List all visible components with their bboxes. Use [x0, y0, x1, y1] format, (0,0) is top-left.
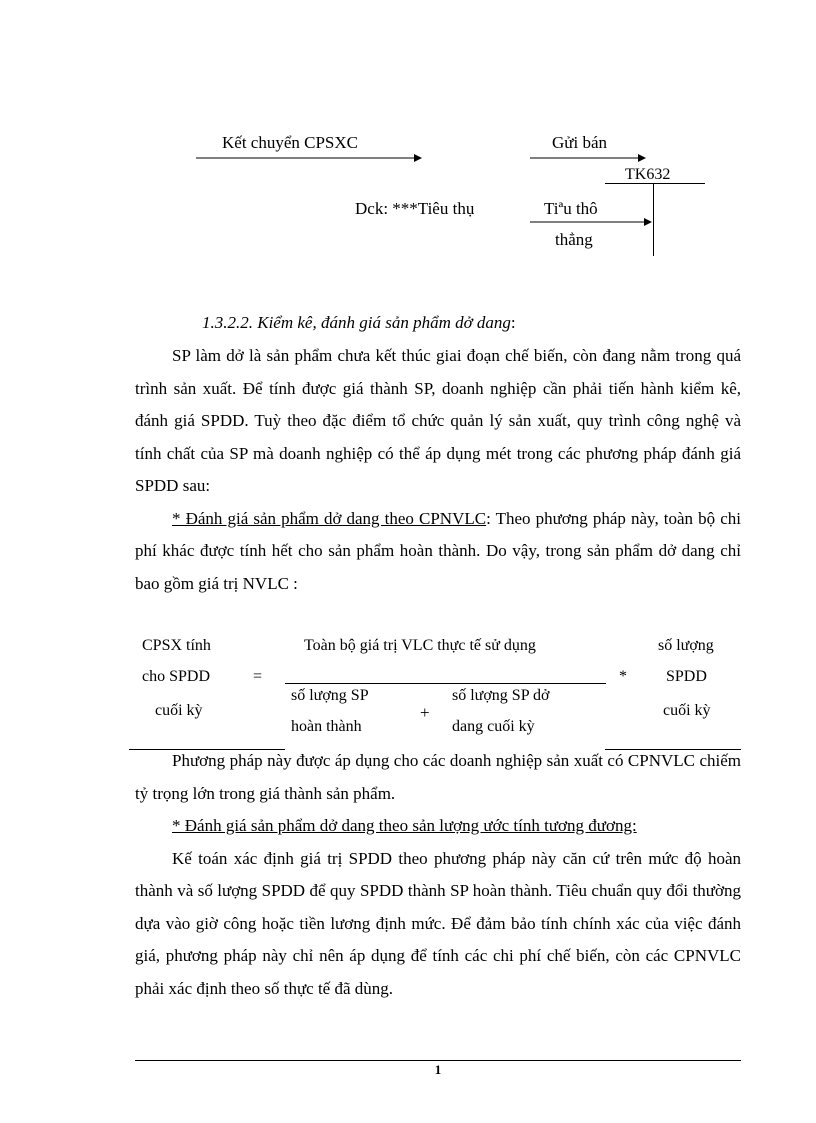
formula-lhs-line3: cuối kỳ [155, 702, 203, 719]
formula-equals: = [253, 668, 263, 685]
formula-denom-a-line1: số lượng SP [291, 687, 369, 704]
paragraph-spdd [135, 340, 741, 503]
formula-rhs-line3: cuối kỳ [663, 702, 711, 719]
paragraph-intro [135, 340, 741, 600]
paragraph-method2-text: Kế toán xác định giá trị SPDD theo phương pháp này căn cứ trên mức độ hoàn thành và số lượng SPDD để quy SPDD thành SP hoàn thành. Tiêu chuẩn quy đổi thường dựa vào giờ công hoặc tiền lương định mức. Để đảm bảo tính chính xác của việc đánh giá, phương pháp này chỉ nên áp dụng để tính các chi phí chế biến, còn các CPNVLC phải xác định theo số thực tế đã dùng. [135, 848, 741, 998]
arrow-ket-chuyen [196, 152, 424, 164]
page-number: 1 [434, 1062, 442, 1077]
label-gui-ban: Gửi bán [552, 133, 608, 152]
method2-title: * Đánh giá sản phẩm dở dang theo sản lượng ước tính tương đương: [172, 816, 637, 835]
formula-plus: + [420, 703, 430, 722]
section-heading-text: 1.3.2.2. Kiểm kê, đánh giá sản phẩm dở dang [202, 313, 511, 332]
formula-denom-b-line1: số lượng SP dở [452, 687, 550, 704]
paragraph-applied-text: Phương pháp này được áp dụng cho các doanh nghiệp sản xuất có CPNVLC chiếm tỷ trọng lớn trong giá thành sản phẩm. [135, 751, 741, 803]
formula-lhs-line1: CPSX tính [142, 637, 211, 654]
formula-denom-a-line2: hoàn thành [291, 718, 362, 735]
formula-times: * [619, 668, 627, 685]
footer-rule [135, 1060, 741, 1061]
paragraph-method1 [135, 503, 741, 601]
arrow-gui-ban [530, 152, 648, 164]
formula-rhs-line1: số lượng [658, 637, 714, 654]
section-heading [202, 313, 516, 333]
section-heading-colon: : [510, 313, 516, 332]
label-tieu-tho: Tiªu thô [544, 199, 598, 218]
method1-title: * Đánh giá sản phẩm dở dang theo CPNVLC [172, 508, 487, 528]
label-dck-tieu-thu: Dck: ***Tiêu thụ [355, 199, 475, 218]
paragraph-spdd-text: SP làm dở là sản phẩm chưa kết thúc giai đoạn chế biến, còn đang nằm trong quá trình sản xuất. Để tính được giá thành SP, doanh nghiệp cần phải tiến hành kiểm kê, đánh giá SPDD. Tuỳ theo đặc điểm tổ chức quản lý sản xuất, quy trình công nghệ và tính chất của SP mà doanh nghiệp có thể áp dụng mét trong các phương pháp đánh giá SPDD sau: [135, 346, 741, 495]
arrow-tieu-thu-thang [530, 216, 654, 228]
paragraph-method2 [135, 810, 741, 843]
paragraph-method2-body [135, 843, 741, 1006]
t-account-top-line [605, 183, 705, 184]
account-label-tk632: TK632 [625, 166, 671, 183]
label-thang: thẳng [555, 230, 593, 249]
formula-fraction-bar [285, 683, 606, 684]
formula-rhs-line2: SPDD [666, 668, 707, 685]
label-ket-chuyen-cpsxc: Kết chuyển CPSXC [222, 133, 358, 152]
formula-numerator: Toàn bộ giá trị VLC thực tế sử dụng [304, 637, 536, 654]
paragraph-block-2 [135, 745, 741, 1005]
method1-text: : Theo phương pháp này, toàn bộ chi phí khác được tính hết cho sản phẩm hoàn thành. Do vậy, trong sản phẩm dở dang chỉ bao gồm giá trị NVLC : [135, 508, 741, 593]
formula-denom-b-line2: dang cuối kỳ [452, 718, 535, 735]
paragraph-applied [135, 745, 741, 810]
formula-lhs-line2: cho SPDD [142, 668, 211, 685]
